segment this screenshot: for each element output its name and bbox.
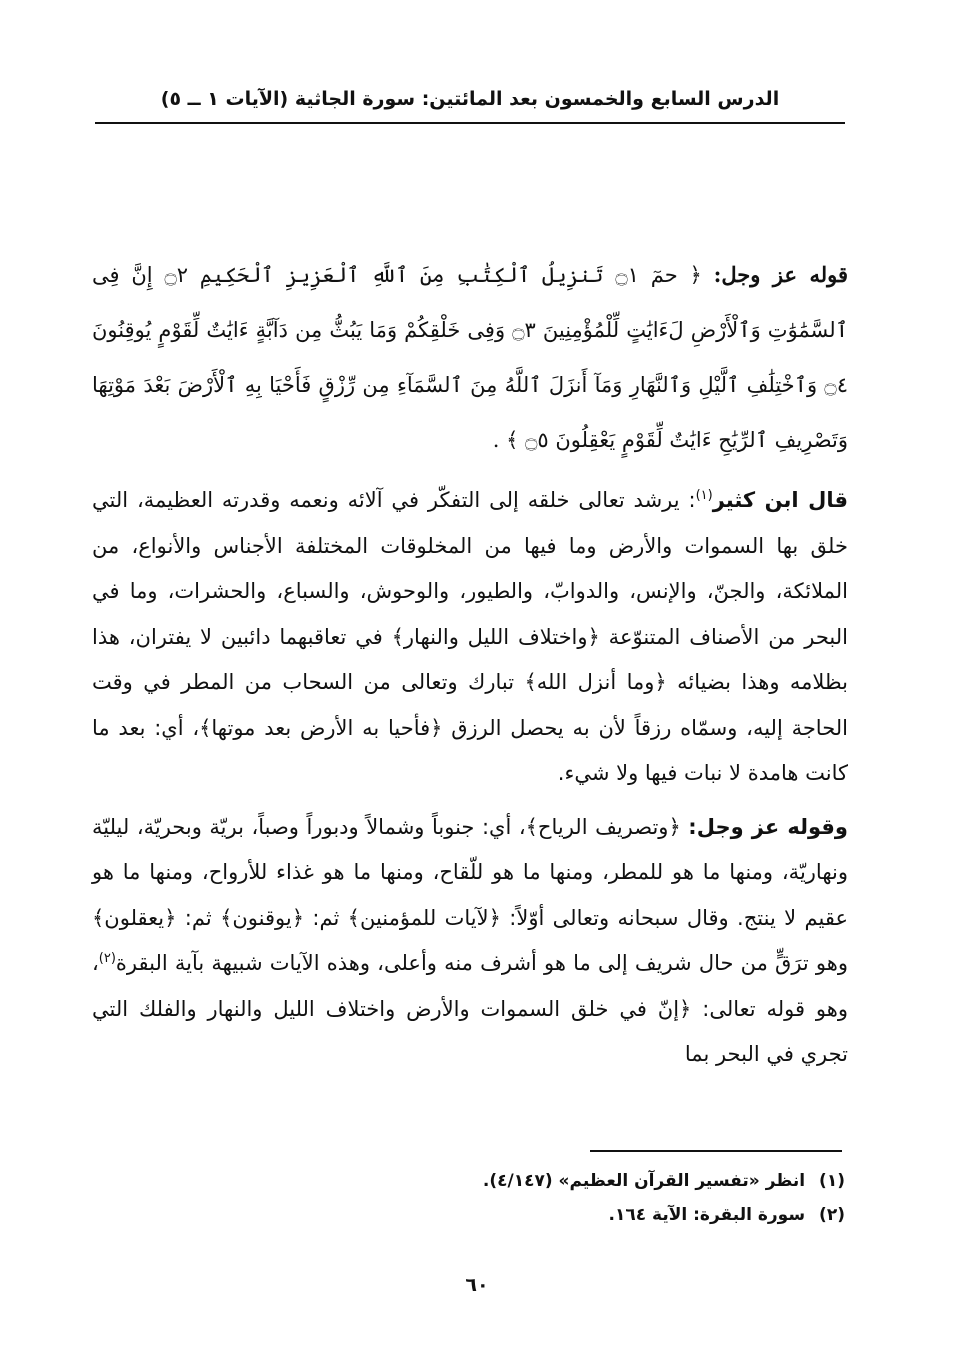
commentary-text: : يرشد تعالى خلقه إلى التفكّر في آلائه ونعمه وقدرته العظيمة، التي خلق بها السموات والأرض وما فيها من المخلوقات المختلفة الأجناس والأنواع، من الملائكة، والجنّ، والإنس، والدوابّ، والطيور، والوحوش، والسباع، والحشرات، وما في البحر من الأصناف المتنوّعة ﴿واختلاف الليل والنهار﴾ في تعاقبهما دائبين لا يفتران، هذا بظلامه وهذا بضيائه ﴿وما أنزل الله﴾ تبارك وتعالى من السحاب من المطر في وقت الحاجة إليه، وسمّاه رزقاً لأن به يحصل الرزق ﴿فأحيا به الأرض بعد موتها﴾، أي: بعد ما كانت هامدة لا نبات فيها ولا شيء. [92, 488, 848, 785]
footnote-ref-1[interactable]: (١) [695, 488, 713, 503]
commentary-text-2a: ﴿وتصريف الرياح﴾، أي: جنوباً وشمالاً ودبوراً وصباً، بريّة وبحريّة، ليليّة ونهاريّة، ومنها ما هو للمطر، ومنها ما هو للّقاح، ومنها ما هو غذاء للأرواح، ومنها ما هو عقيم لا ينتج. وقال سبحانه وتعالى أوّلاً: ﴿لآيات للمؤمنين﴾ ثم: ﴿يوقنون﴾ ثم: ﴿يعقلون﴾ وهو ترَقٍّ من حال شريف إلى ما هو أشرف منه وأعلى، وهذه الآيات شبيهة بآية البقرة [92, 814, 848, 975]
footnote-text: سورة البقرة: الآية ١٦٤. [608, 1205, 806, 1225]
footnote-ref-2[interactable]: (٢) [98, 951, 116, 966]
footnote-rule [590, 1150, 842, 1152]
verse-paragraph [92, 247, 848, 468]
footnote-number: (١) [819, 1171, 845, 1191]
page-number: ٦٠ [465, 1274, 489, 1296]
verse-intro: قوله عز وجل: [713, 262, 848, 287]
quran-verses: ﴿ حمٓ ۝١ تَنزِيلُ ٱلْكِتَٰبِ مِنَ ٱللَّهِ ٱلْعَزِيزِ ٱلْحَكِيمِ ۝٢ إِنَّ فِى ٱلسَّمَٰوَٰتِ وَٱلْأَرْضِ لَءَايَٰتٍ لِّلْمُؤْمِنِينَ ۝٣ وَفِى خَلْقِكُمْ وَمَا يَبُثُّ مِن دَآبَّةٍ ءَايَٰتٌ لِّقَوْمٍ يُوقِنُونَ ۝٤ وَٱخْتِلَٰفِ ٱلَّيْلِ وَٱلنَّهَارِ وَمَآ أَنزَلَ ٱللَّهُ مِنَ ٱلسَّمَآءِ مِن رِّزْقٍ فَأَحْيَا بِهِ ٱلْأَرْضَ بَعْدَ مَوْتِهَا وَتَصْرِيفِ ٱلرِّيَٰحِ ءَايَٰتٌ لِّقَوْمٍ يَعْقِلُونَ ۝٥ ﴾ . [92, 263, 848, 452]
commentary-paragraph-2 [92, 805, 848, 1078]
commentary-text-2b: ، وهو قوله تعالى: ﴿إنّ في خلق السموات والأرض واختلاف الليل والنهار والفلك التي تجري في البحر بما [92, 951, 848, 1066]
footnotes [300, 1164, 845, 1232]
commentary-lead: قال ابن كثير [712, 488, 849, 512]
main-text [92, 247, 848, 1078]
footnote-text: انظر «تفسير القرآن العظيم» (٤/١٤٧). [482, 1171, 806, 1191]
header-rule [95, 122, 845, 124]
footnote-2 [300, 1198, 845, 1232]
running-header: الدرس السابع والخمسون بعد المائتين: سورة الجاثية (الآيات ١ ــ ٥) [160, 88, 780, 110]
footnote-number: (٢) [819, 1205, 845, 1225]
footnote-1 [300, 1164, 845, 1198]
commentary-lead-2: وقوله عز وجل: [688, 814, 848, 839]
commentary-paragraph-1 [92, 478, 848, 797]
